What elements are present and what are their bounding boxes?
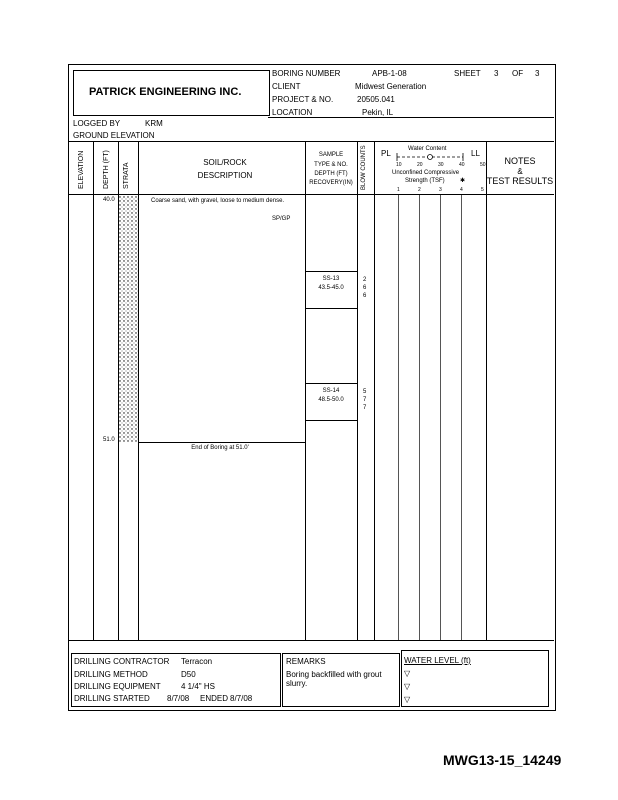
column-elevation: ELEVATION [78, 150, 85, 189]
graph-grid-2 [419, 195, 420, 640]
method-label: DRILLING METHOD [74, 670, 148, 679]
boring-number-label: BORING NUMBER [272, 69, 341, 78]
sample-1-blow-3: 6 [363, 293, 367, 299]
wc-tick-20: 20 [417, 162, 423, 168]
contractor-label: DRILLING CONTRACTOR [74, 657, 170, 666]
logged-by-value: KRM [145, 119, 163, 128]
column-type-no: TYPE & NO. [314, 162, 348, 168]
graph-grid-3 [440, 195, 441, 640]
project-number: 20505.041 [357, 95, 395, 104]
column-description: DESCRIPTION [197, 171, 253, 180]
sheet-number: 3 [494, 69, 499, 78]
water-level-label: WATER LEVEL (ft) [404, 656, 471, 665]
strength-label: Strength (TSF) [405, 178, 445, 184]
ended-value: 8/7/08 [230, 694, 253, 703]
col-line-sample [357, 141, 358, 640]
wc-tick-50: 50 [480, 162, 486, 168]
sample-line-1 [305, 271, 357, 272]
equipment-label: DRILLING EQUIPMENT [74, 682, 161, 691]
sample-line-3 [305, 383, 357, 384]
sample-2-blow-3: 7 [363, 405, 367, 411]
method-value: D50 [181, 670, 196, 679]
column-soil-rock: SOIL/ROCK [203, 158, 247, 167]
sheet-label: SHEET [454, 69, 481, 78]
ended-label: ENDED [200, 694, 229, 703]
contractor-value: Terracon [181, 657, 213, 666]
sample-2-id: SS-14 [322, 388, 340, 394]
water-level-marker-icon: ▽ [404, 682, 411, 691]
end-of-boring-line [138, 442, 305, 443]
header-divider-left [68, 141, 554, 142]
sample-2-blow-1: 5 [363, 389, 367, 395]
uscs-symbol: SP/GP [272, 216, 291, 222]
wc-tick-10: 10 [396, 162, 402, 168]
col-line-strata [138, 141, 139, 640]
ucs-tick-2: 2 [418, 187, 421, 193]
sample-1-blow-2: 6 [363, 285, 367, 291]
wc-tick-30: 30 [438, 162, 444, 168]
company-name: PATRICK ENGINEERING INC. [89, 86, 242, 98]
started-value: 8/7/08 [167, 694, 190, 703]
sample-2-depth: 48.5-50.0 [318, 397, 344, 403]
sample-1-blow-1: 2 [363, 277, 367, 283]
location-value: Pekin, IL [362, 108, 394, 117]
graph-grid-1 [398, 195, 399, 640]
column-strata: STRATA [123, 162, 130, 189]
column-sample-depth: DEPTH (FT) [314, 171, 348, 177]
client-label: CLIENT [272, 82, 301, 91]
col-line-notes [486, 141, 487, 640]
water-content-label: Water Content [408, 146, 447, 152]
column-depth: DEPTH (FT) [103, 150, 110, 189]
top-depth: 40.0 [103, 197, 115, 203]
of-label: OF [512, 69, 524, 78]
column-blow-counts: BLOW COUNTS [361, 145, 367, 190]
client-value: Midwest Generation [355, 82, 427, 91]
ucs-tick-5: 5 [481, 187, 484, 193]
ucs-tick-4: 4 [460, 187, 463, 193]
footer-top-line [68, 640, 554, 641]
column-test-results: TEST RESULTS [486, 176, 554, 186]
strata-hatch [119, 196, 138, 442]
sample-2-blow-2: 7 [363, 397, 367, 403]
bottom-depth: 51.0 [103, 437, 115, 443]
sample-line-2 [305, 308, 357, 309]
logged-by-label: LOGGED BY [73, 119, 121, 128]
boring-number: APB-1-08 [372, 69, 407, 78]
water-level-marker-icon: ▽ [404, 669, 411, 678]
wc-tick-40: 40 [459, 162, 465, 168]
project-label: PROJECT & NO. [272, 95, 334, 104]
header-divider-top [268, 117, 554, 118]
location-label: LOCATION [272, 108, 313, 117]
col-line-blows [374, 141, 375, 640]
ucs-tick-1: 1 [397, 187, 400, 193]
ll-label: LL [471, 149, 480, 158]
column-recovery: RECOVERY(IN) [309, 180, 353, 186]
remarks-line-1: Boring backfilled with grout [286, 670, 382, 679]
ucs-tick-3: 3 [439, 187, 442, 193]
column-notes: NOTES [504, 156, 536, 166]
water-content-scale-icon [395, 152, 465, 162]
ground-elevation-label: GROUND ELEVATION [73, 131, 155, 140]
sample-line-4 [305, 420, 357, 421]
started-label: DRILLING STARTED [74, 694, 150, 703]
sample-1-depth: 43.5-45.0 [318, 285, 344, 291]
water-level-marker-icon: ▽ [404, 695, 411, 704]
col-line-elev [93, 141, 94, 640]
remarks-line-2: slurry. [286, 679, 308, 688]
graph-grid-4 [461, 195, 462, 640]
column-sample: SAMPLE [318, 152, 344, 158]
strength-marker-icon: ✱ [460, 178, 466, 184]
soil-description: Coarse sand, with gravel, loose to medium dense. [151, 198, 285, 204]
sheet-total: 3 [535, 69, 540, 78]
equipment-value: 4 1/4" HS [181, 682, 215, 691]
sample-1-id: SS-13 [322, 276, 340, 282]
column-amp: & [517, 167, 523, 176]
end-of-boring-text: End of Boring at 51.0' [191, 445, 249, 451]
remarks-label: REMARKS [286, 657, 326, 666]
document-id: MWG13-15_14249 [443, 752, 562, 768]
ucs-label: Unconfined Compressive [392, 170, 460, 176]
pl-label: PL [381, 149, 391, 158]
